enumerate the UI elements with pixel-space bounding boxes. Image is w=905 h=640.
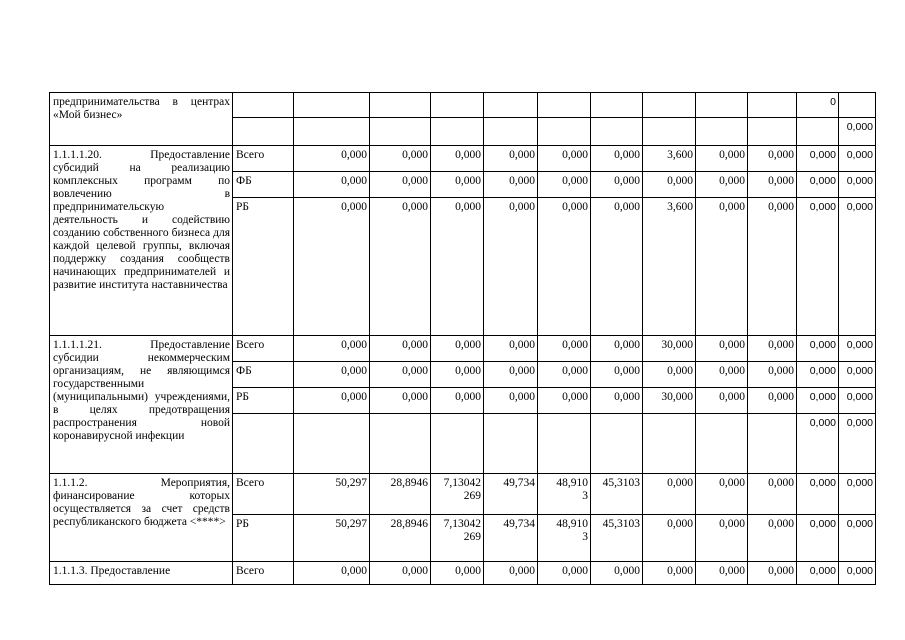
amount-cell: 0,000 bbox=[643, 362, 696, 388]
amount-cell bbox=[591, 93, 643, 118]
amount-cell bbox=[538, 93, 591, 118]
amount-cell: 49,734 bbox=[484, 474, 538, 515]
amount-cell: 0,000 bbox=[839, 118, 876, 146]
amount-cell: 48,910 3 bbox=[538, 515, 591, 562]
amount-cell: 0,000 bbox=[797, 562, 839, 585]
amount-cell: 0,000 bbox=[591, 198, 643, 336]
measure-description: 1.1.1.1.20. Предоставление субсидий на реализацию комплексных программ по вовлечению в предпринимательскую деятельность и содействию созданию собственного бизнеса для каждой целевой группы, включая поддержку создания сообществ начинающих предпринимателей и развитие института наставничества bbox=[50, 146, 233, 336]
amount-cell: 0,000 bbox=[748, 388, 797, 414]
amount-cell bbox=[643, 93, 696, 118]
amount-cell: 0,000 bbox=[797, 414, 839, 474]
amount-cell: 0,000 bbox=[748, 562, 797, 585]
funding-source bbox=[233, 93, 294, 118]
amount-cell: 0,000 bbox=[839, 146, 876, 172]
amount-cell: 0,000 bbox=[294, 362, 370, 388]
amount-cell bbox=[643, 118, 696, 146]
amount-cell: 50,297 bbox=[294, 474, 370, 515]
table-row bbox=[50, 562, 876, 585]
funding-source: Всего bbox=[233, 336, 294, 362]
amount-cell: 0,000 bbox=[484, 336, 538, 362]
funding-source: Всего bbox=[233, 474, 294, 515]
amount-cell: 0,000 bbox=[370, 172, 431, 198]
amount-cell: 0,000 bbox=[431, 336, 484, 362]
funding-source: РБ bbox=[233, 388, 294, 414]
amount-cell bbox=[294, 93, 370, 118]
amount-cell bbox=[696, 93, 748, 118]
funding-source: РБ bbox=[233, 515, 294, 562]
funding-source: Всего bbox=[233, 562, 294, 585]
amount-cell: 0,000 bbox=[538, 336, 591, 362]
amount-cell: 7,13042 269 bbox=[431, 515, 484, 562]
amount-cell bbox=[748, 93, 797, 118]
amount-cell bbox=[431, 414, 484, 474]
amount-cell bbox=[370, 93, 431, 118]
amount-cell: 0,000 bbox=[839, 414, 876, 474]
amount-cell: 0,000 bbox=[748, 146, 797, 172]
amount-cell: 0,000 bbox=[643, 515, 696, 562]
amount-cell: 0,000 bbox=[797, 146, 839, 172]
funding-source: ФБ bbox=[233, 362, 294, 388]
amount-cell: 0,000 bbox=[370, 388, 431, 414]
measure-description: предпринимательства в центрах «Мой бизнес» bbox=[50, 93, 233, 146]
amount-cell: 0,000 bbox=[538, 388, 591, 414]
amount-cell: 0,000 bbox=[748, 362, 797, 388]
table-row bbox=[50, 474, 876, 515]
amount-cell: 0,000 bbox=[538, 172, 591, 198]
amount-cell: 0,000 bbox=[748, 172, 797, 198]
amount-cell bbox=[370, 414, 431, 474]
amount-cell: 0,000 bbox=[643, 562, 696, 585]
amount-cell: 0,000 bbox=[696, 146, 748, 172]
amount-cell: 0,000 bbox=[696, 515, 748, 562]
amount-cell: 0,000 bbox=[431, 172, 484, 198]
amount-cell: 0,000 bbox=[748, 336, 797, 362]
amount-cell: 30,000 bbox=[643, 336, 696, 362]
amount-cell: 0,000 bbox=[294, 198, 370, 336]
amount-cell: 0,000 bbox=[839, 388, 876, 414]
funding-source: ФБ bbox=[233, 172, 294, 198]
amount-cell: 0 bbox=[797, 93, 839, 118]
amount-cell: 0,000 bbox=[484, 198, 538, 336]
amount-cell: 0,000 bbox=[839, 172, 876, 198]
amount-cell bbox=[538, 414, 591, 474]
amount-cell: 0,000 bbox=[696, 336, 748, 362]
amount-cell: 0,000 bbox=[839, 198, 876, 336]
table-row bbox=[50, 146, 876, 172]
amount-cell: 0,000 bbox=[538, 198, 591, 336]
amount-cell bbox=[643, 414, 696, 474]
amount-cell: 28,8946 bbox=[370, 474, 431, 515]
amount-cell bbox=[696, 118, 748, 146]
amount-cell: 0,000 bbox=[696, 388, 748, 414]
amount-cell: 0,000 bbox=[294, 562, 370, 585]
amount-cell: 0,000 bbox=[538, 146, 591, 172]
amount-cell: 0,000 bbox=[484, 562, 538, 585]
amount-cell: 0,000 bbox=[370, 362, 431, 388]
amount-cell: 0,000 bbox=[591, 388, 643, 414]
amount-cell bbox=[748, 118, 797, 146]
amount-cell bbox=[294, 414, 370, 474]
funding-source bbox=[233, 118, 294, 146]
amount-cell bbox=[484, 414, 538, 474]
funding-source bbox=[233, 414, 294, 474]
amount-cell: 0,000 bbox=[696, 172, 748, 198]
amount-cell bbox=[370, 118, 431, 146]
amount-cell: 0,000 bbox=[643, 474, 696, 515]
funding-source: Всего bbox=[233, 146, 294, 172]
amount-cell: 7,13042 269 bbox=[431, 474, 484, 515]
amount-cell: 0,000 bbox=[294, 388, 370, 414]
amount-cell: 0,000 bbox=[294, 146, 370, 172]
table-row bbox=[50, 336, 876, 362]
amount-cell bbox=[748, 414, 797, 474]
amount-cell bbox=[431, 118, 484, 146]
amount-cell: 0,000 bbox=[538, 562, 591, 585]
amount-cell: 0,000 bbox=[484, 172, 538, 198]
amount-cell: 0,000 bbox=[797, 515, 839, 562]
funding-source: РБ bbox=[233, 198, 294, 336]
amount-cell bbox=[484, 118, 538, 146]
measure-description: 1.1.1.2. Мероприятия, финансирование которых осуществляется за счет средств республиканского бюджета <****> bbox=[50, 474, 233, 562]
amount-cell: 0,000 bbox=[591, 336, 643, 362]
amount-cell: 0,000 bbox=[431, 198, 484, 336]
amount-cell: 0,000 bbox=[696, 198, 748, 336]
amount-cell: 0,000 bbox=[839, 336, 876, 362]
amount-cell: 48,910 3 bbox=[538, 474, 591, 515]
amount-cell bbox=[797, 118, 839, 146]
amount-cell: 0,000 bbox=[484, 146, 538, 172]
amount-cell bbox=[484, 93, 538, 118]
amount-cell: 0,000 bbox=[431, 562, 484, 585]
amount-cell: 45,3103 bbox=[591, 474, 643, 515]
amount-cell: 0,000 bbox=[370, 146, 431, 172]
amount-cell: 0,000 bbox=[797, 336, 839, 362]
amount-cell: 0,000 bbox=[591, 146, 643, 172]
amount-cell: 0,000 bbox=[797, 172, 839, 198]
amount-cell: 0,000 bbox=[797, 388, 839, 414]
amount-cell: 0,000 bbox=[484, 362, 538, 388]
amount-cell: 0,000 bbox=[839, 474, 876, 515]
measure-description: 1.1.1.1.21. Предоставление субсидии некоммерческим организациям, не являющимся государственными (муниципальными) учреждениями, в целях предотвращения распространения новой коронавирусной инфекции bbox=[50, 336, 233, 474]
amount-cell: 0,000 bbox=[797, 198, 839, 336]
amount-cell bbox=[696, 414, 748, 474]
amount-cell: 0,000 bbox=[696, 474, 748, 515]
amount-cell: 0,000 bbox=[591, 562, 643, 585]
amount-cell: 0,000 bbox=[431, 388, 484, 414]
amount-cell: 50,297 bbox=[294, 515, 370, 562]
amount-cell: 3,600 bbox=[643, 146, 696, 172]
amount-cell: 0,000 bbox=[294, 336, 370, 362]
amount-cell: 0,000 bbox=[370, 198, 431, 336]
amount-cell: 0,000 bbox=[696, 362, 748, 388]
amount-cell: 0,000 bbox=[748, 515, 797, 562]
amount-cell: 0,000 bbox=[797, 362, 839, 388]
table-row bbox=[50, 93, 876, 118]
amount-cell: 0,000 bbox=[431, 146, 484, 172]
amount-cell: 45,3103 bbox=[591, 515, 643, 562]
amount-cell: 0,000 bbox=[643, 172, 696, 198]
amount-cell: 3,600 bbox=[643, 198, 696, 336]
amount-cell bbox=[591, 414, 643, 474]
amount-cell bbox=[294, 118, 370, 146]
amount-cell: 0,000 bbox=[839, 515, 876, 562]
amount-cell bbox=[538, 118, 591, 146]
amount-cell: 0,000 bbox=[748, 198, 797, 336]
amount-cell: 0,000 bbox=[839, 362, 876, 388]
amount-cell: 49,734 bbox=[484, 515, 538, 562]
amount-cell: 0,000 bbox=[370, 562, 431, 585]
amount-cell bbox=[591, 118, 643, 146]
amount-cell bbox=[431, 93, 484, 118]
amount-cell: 0,000 bbox=[591, 172, 643, 198]
amount-cell bbox=[839, 93, 876, 118]
amount-cell: 28,8946 bbox=[370, 515, 431, 562]
amount-cell: 0,000 bbox=[431, 362, 484, 388]
amount-cell: 0,000 bbox=[696, 562, 748, 585]
amount-cell: 0,000 bbox=[797, 474, 839, 515]
amount-cell: 0,000 bbox=[591, 362, 643, 388]
amount-cell: 0,000 bbox=[538, 362, 591, 388]
amount-cell: 30,000 bbox=[643, 388, 696, 414]
amount-cell: 0,000 bbox=[748, 474, 797, 515]
amount-cell: 0,000 bbox=[484, 388, 538, 414]
amount-cell: 0,000 bbox=[839, 562, 876, 585]
amount-cell: 0,000 bbox=[294, 172, 370, 198]
funding-table bbox=[49, 92, 876, 585]
amount-cell: 0,000 bbox=[370, 336, 431, 362]
measure-description: 1.1.1.3. Предоставление bbox=[50, 562, 233, 585]
